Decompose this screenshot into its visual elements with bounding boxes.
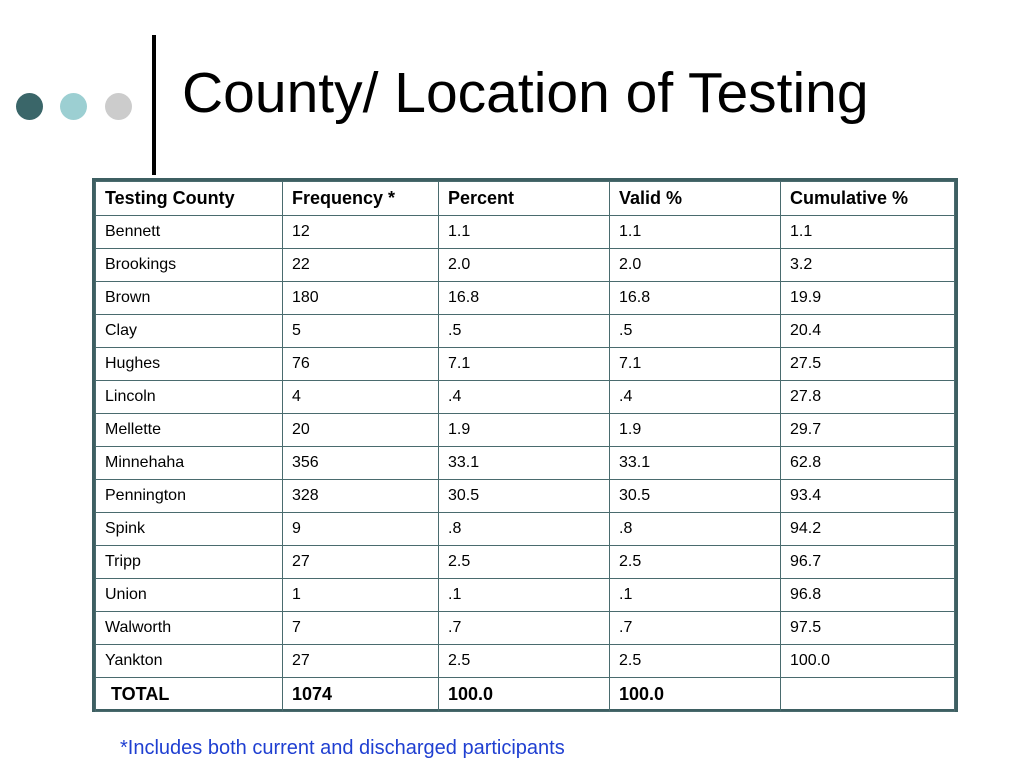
cell-county: Brookings bbox=[96, 249, 283, 282]
table-header-row bbox=[96, 182, 955, 216]
table-row bbox=[96, 612, 955, 645]
header-cumulative-percent: Cumulative % bbox=[781, 182, 955, 216]
cell-county: Mellette bbox=[96, 414, 283, 447]
slide-title: County/ Location of Testing bbox=[182, 61, 869, 125]
cell-percent: .4 bbox=[439, 381, 610, 414]
footnote: *Includes both current and discharged participants bbox=[120, 737, 565, 759]
total-percent: 100.0 bbox=[439, 678, 610, 712]
table-row bbox=[96, 348, 955, 381]
cell-percent: 30.5 bbox=[439, 480, 610, 513]
total-frequency: 1074 bbox=[283, 678, 439, 712]
table-row bbox=[96, 216, 955, 249]
cell-valid-percent: 33.1 bbox=[610, 447, 781, 480]
cell-cumulative-percent: 20.4 bbox=[781, 315, 955, 348]
cell-percent: .5 bbox=[439, 315, 610, 348]
table-row bbox=[96, 447, 955, 480]
table-row bbox=[96, 414, 955, 447]
cell-frequency: 4 bbox=[283, 381, 439, 414]
cell-percent: .1 bbox=[439, 579, 610, 612]
cell-cumulative-percent: 19.9 bbox=[781, 282, 955, 315]
cell-county: Clay bbox=[96, 315, 283, 348]
cell-cumulative-percent: 27.8 bbox=[781, 381, 955, 414]
cell-county: Minnehaha bbox=[96, 447, 283, 480]
cell-cumulative-percent: 29.7 bbox=[781, 414, 955, 447]
cell-valid-percent: 7.1 bbox=[610, 348, 781, 381]
header-valid-percent: Valid % bbox=[610, 182, 781, 216]
cell-county: Union bbox=[96, 579, 283, 612]
cell-county: Tripp bbox=[96, 546, 283, 579]
cell-cumulative-percent: 62.8 bbox=[781, 447, 955, 480]
table-row bbox=[96, 513, 955, 546]
cell-valid-percent: 1.9 bbox=[610, 414, 781, 447]
cell-frequency: 12 bbox=[283, 216, 439, 249]
cell-county: Pennington bbox=[96, 480, 283, 513]
table-row bbox=[96, 480, 955, 513]
cell-percent: .8 bbox=[439, 513, 610, 546]
cell-cumulative-percent: 1.1 bbox=[781, 216, 955, 249]
cell-frequency: 9 bbox=[283, 513, 439, 546]
cell-county: Walworth bbox=[96, 612, 283, 645]
cell-frequency: 7 bbox=[283, 612, 439, 645]
cell-percent: 1.9 bbox=[439, 414, 610, 447]
cell-valid-percent: .7 bbox=[610, 612, 781, 645]
cell-frequency: 22 bbox=[283, 249, 439, 282]
cell-percent: 2.5 bbox=[439, 546, 610, 579]
cell-cumulative-percent: 3.2 bbox=[781, 249, 955, 282]
cell-valid-percent: 2.5 bbox=[610, 546, 781, 579]
cell-frequency: 356 bbox=[283, 447, 439, 480]
dot-dark-icon bbox=[16, 93, 43, 120]
cell-percent: .7 bbox=[439, 612, 610, 645]
cell-percent: 33.1 bbox=[439, 447, 610, 480]
dot-gray-icon bbox=[105, 93, 132, 120]
cell-frequency: 27 bbox=[283, 546, 439, 579]
dot-light-icon bbox=[60, 93, 87, 120]
table-row bbox=[96, 645, 955, 678]
total-cumulative-percent bbox=[781, 678, 955, 712]
cell-frequency: 180 bbox=[283, 282, 439, 315]
cell-frequency: 328 bbox=[283, 480, 439, 513]
cell-frequency: 76 bbox=[283, 348, 439, 381]
cell-percent: 7.1 bbox=[439, 348, 610, 381]
table-row bbox=[96, 282, 955, 315]
cell-cumulative-percent: 97.5 bbox=[781, 612, 955, 645]
cell-valid-percent: .1 bbox=[610, 579, 781, 612]
header-testing-county: Testing County bbox=[96, 182, 283, 216]
cell-county: Spink bbox=[96, 513, 283, 546]
cell-valid-percent: 16.8 bbox=[610, 282, 781, 315]
cell-percent: 2.5 bbox=[439, 645, 610, 678]
cell-valid-percent: .8 bbox=[610, 513, 781, 546]
cell-valid-percent: 30.5 bbox=[610, 480, 781, 513]
table-row bbox=[96, 249, 955, 282]
cell-cumulative-percent: 27.5 bbox=[781, 348, 955, 381]
header-percent: Percent bbox=[439, 182, 610, 216]
cell-valid-percent: 1.1 bbox=[610, 216, 781, 249]
cell-percent: 16.8 bbox=[439, 282, 610, 315]
county-table bbox=[95, 181, 955, 712]
cell-valid-percent: .4 bbox=[610, 381, 781, 414]
cell-county: Brown bbox=[96, 282, 283, 315]
cell-cumulative-percent: 100.0 bbox=[781, 645, 955, 678]
cell-cumulative-percent: 94.2 bbox=[781, 513, 955, 546]
cell-frequency: 27 bbox=[283, 645, 439, 678]
table-row bbox=[96, 546, 955, 579]
cell-county: Hughes bbox=[96, 348, 283, 381]
cell-county: Yankton bbox=[96, 645, 283, 678]
data-table-frame bbox=[92, 178, 958, 712]
cell-frequency: 1 bbox=[283, 579, 439, 612]
total-valid-percent: 100.0 bbox=[610, 678, 781, 712]
cell-county: Lincoln bbox=[96, 381, 283, 414]
cell-valid-percent: 2.0 bbox=[610, 249, 781, 282]
table-row bbox=[96, 579, 955, 612]
header-frequency: Frequency * bbox=[283, 182, 439, 216]
cell-cumulative-percent: 96.8 bbox=[781, 579, 955, 612]
total-label: TOTAL bbox=[96, 678, 283, 712]
cell-cumulative-percent: 96.7 bbox=[781, 546, 955, 579]
cell-frequency: 5 bbox=[283, 315, 439, 348]
cell-percent: 2.0 bbox=[439, 249, 610, 282]
table-total-row bbox=[96, 678, 955, 712]
cell-frequency: 20 bbox=[283, 414, 439, 447]
cell-county: Bennett bbox=[96, 216, 283, 249]
table-row bbox=[96, 381, 955, 414]
cell-cumulative-percent: 93.4 bbox=[781, 480, 955, 513]
title-divider bbox=[152, 35, 156, 175]
cell-valid-percent: 2.5 bbox=[610, 645, 781, 678]
cell-valid-percent: .5 bbox=[610, 315, 781, 348]
table-row bbox=[96, 315, 955, 348]
cell-percent: 1.1 bbox=[439, 216, 610, 249]
